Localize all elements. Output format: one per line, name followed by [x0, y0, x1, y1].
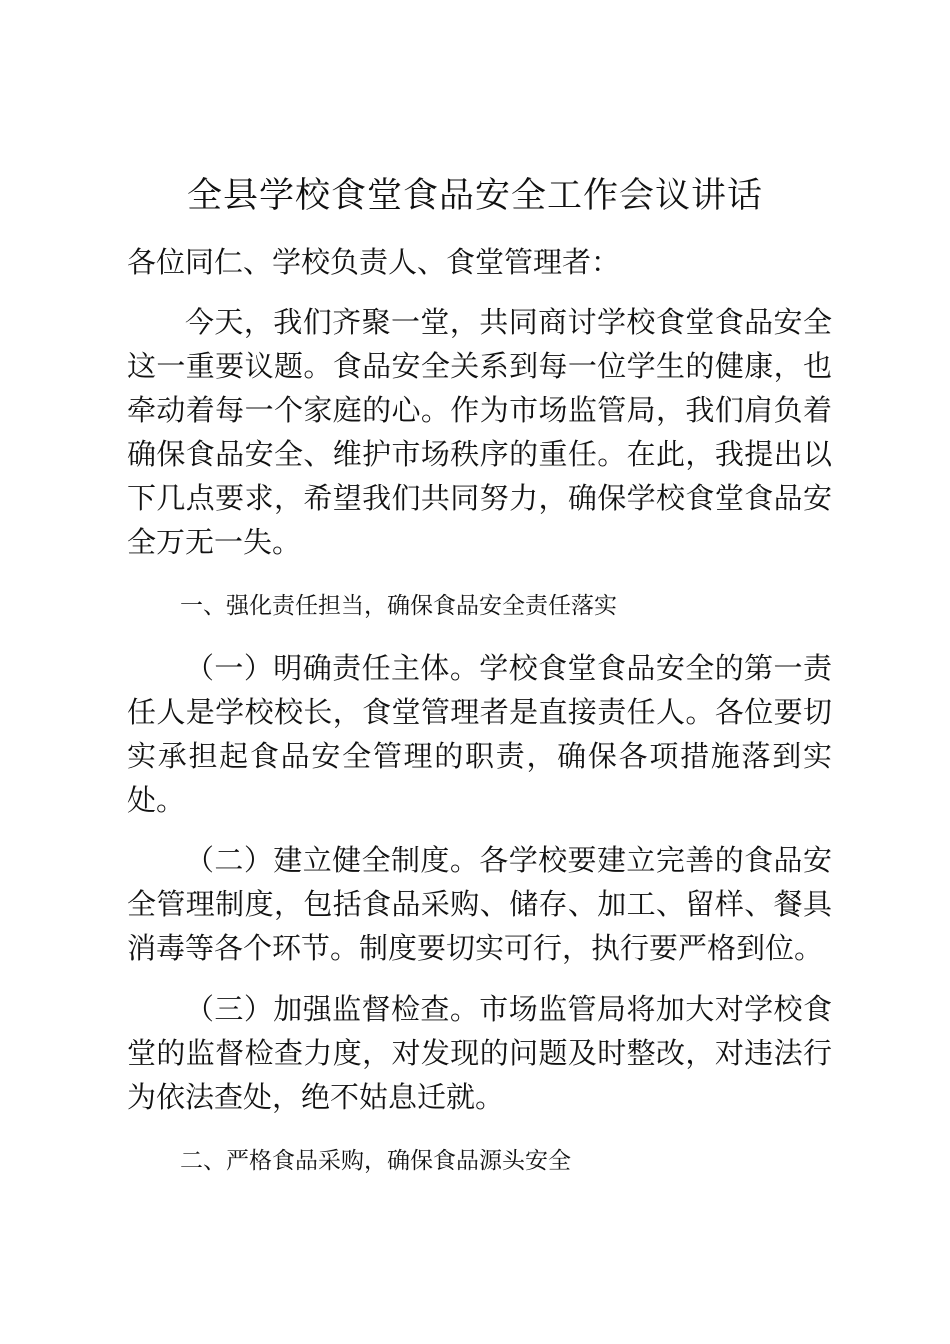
- subsection-paragraph-2: （二）建立健全制度。各学校要建立完善的食品安全管理制度，包括食品采购、储存、加工、留样、餐具消毒等各个环节。制度要切实可行，执行要严格到位。: [127, 843, 832, 965]
- section-heading-1: 一、强化责任担当，确保食品安全责任落实: [180, 593, 617, 619]
- intro-paragraph: 今天，我们齐聚一堂，共同商讨学校食堂食品安全这一重要议题。食品安全关系到每一位学生的健康，也牵动着每一个家庭的心。作为市场监管局，我们肩负着确保食品安全、维护市场秩序的重任。在此，我提出以下几点要求，希望我们共同努力，确保学校食堂食品安全万无一失。: [127, 305, 832, 559]
- section-heading-2: 二、严格食品采购，确保食品源头安全: [180, 1148, 571, 1174]
- subsection-paragraph-1: （一）明确责任主体。学校食堂食品安全的第一责任人是学校校长，食堂管理者是直接责任人。各位要切实承担起食品安全管理的职责，确保各项措施落到实处。: [127, 651, 832, 817]
- document-title: 全县学校食堂食品安全工作会议讲话: [186, 176, 763, 216]
- salutation: 各位同仁、学校负责人、食堂管理者：: [127, 245, 621, 279]
- subsection-paragraph-3: （三）加强监督检查。市场监管局将加大对学校食堂的监督检查力度，对发现的问题及时整改，对违法行为依法查处，绝不姑息迁就。: [127, 992, 832, 1114]
